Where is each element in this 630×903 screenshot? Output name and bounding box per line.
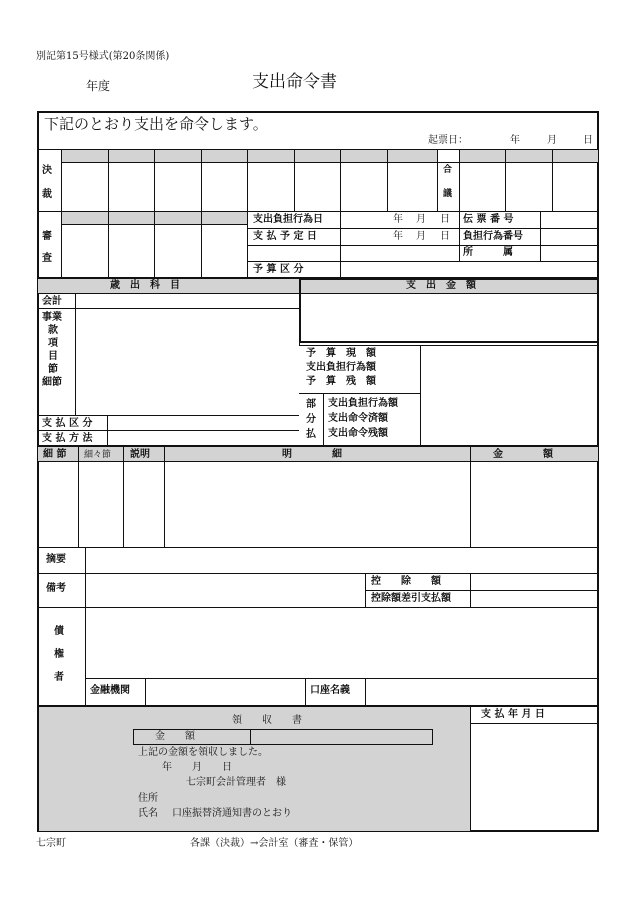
kan-label: 款	[48, 325, 58, 336]
command-statement: 下記のとおり支出を命令します。	[44, 115, 268, 133]
aigi-label-2: 議	[443, 189, 453, 199]
department-label: 所 属	[463, 247, 513, 258]
jigyo-label: 事業	[42, 312, 62, 323]
amount-box	[299, 278, 599, 343]
net-payment-label: 控除額差引支払額	[371, 593, 451, 604]
detail-col-setsumei: 説明	[130, 449, 150, 460]
creditor-label-3: 者	[54, 672, 64, 683]
commitment-number-label: 負担行為番号	[463, 231, 523, 242]
saisetsu-label: 細節	[42, 377, 62, 388]
detail-col-saisaisetsu: 細々節	[84, 450, 112, 460]
commitment-month: 月	[416, 214, 426, 225]
receipt-address-label: 住所	[138, 793, 158, 804]
bunpu-ordered-label: 支出命令済額	[328, 413, 388, 424]
draft-day: 日	[583, 135, 593, 146]
aigi-header-shade	[459, 150, 598, 162]
bunpu-side-1: 部	[306, 399, 316, 410]
tekiyo-label: 摘要	[46, 554, 66, 565]
planned-payment-date-label: 支 払 予 定 日	[253, 231, 317, 242]
account-name-label: 口座名義	[310, 685, 350, 696]
commitment-year: 年	[393, 214, 403, 225]
draft-month: 月	[547, 135, 557, 146]
draft-year: 年	[510, 135, 520, 146]
slip-number-label: 伝 票 番 号	[463, 214, 514, 225]
category-header: 歳 出 科 目	[110, 280, 180, 291]
receipt-received-text: 上記の金額を領収しました。	[138, 747, 268, 758]
fiscal-year-label: 年度	[86, 79, 111, 93]
footer-routing: 各課（決裁）→会計室（審査・保管）	[190, 838, 359, 849]
moku-label: 目	[48, 351, 58, 362]
budget-class-label: 予 算 区 分	[253, 264, 304, 275]
kessai-label-2: 裁	[42, 189, 52, 200]
amount-header: 支 出 金 額	[406, 280, 476, 291]
payment-year: 年	[393, 231, 403, 242]
kessai-label-1: 決	[42, 165, 52, 176]
commitment-date-label: 支出負担行為日	[253, 214, 323, 225]
receipt-title: 領 収 書	[232, 715, 302, 726]
receipt-name-note: 口座振替済通知書のとおり	[172, 808, 292, 819]
draft-date-label: 起票日：	[428, 135, 468, 146]
commitment-day: 日	[440, 214, 450, 225]
payment-month: 月	[416, 231, 426, 242]
kou-label: 項	[48, 338, 58, 349]
receipt-name-label: 氏名	[138, 808, 158, 819]
kaikei-label: 会計	[42, 296, 62, 307]
form-reference: 別記第15号様式(第20条関係)	[36, 51, 170, 62]
aigi-label-1: 合	[443, 165, 453, 175]
budget-current-label: 予 算 現 額	[306, 348, 376, 359]
bunpu-side-3: 払	[306, 429, 316, 440]
bunpu-committed-label: 支出負担行為額	[328, 398, 398, 409]
receipt-addressee: 七宗町会計管理者 様	[186, 777, 286, 788]
creditor-label-2: 権	[54, 649, 64, 660]
payment-date-label: 支 払 年 月 日	[481, 709, 545, 720]
page-title: 支出命令書	[252, 72, 337, 92]
deduction-label: 控 除 額	[371, 576, 441, 587]
detail-col-meisai: 明 細	[282, 449, 342, 460]
creditor-label-1: 債	[54, 626, 64, 637]
biko-label: 備考	[46, 583, 66, 594]
payment-method-label: 支 払 方 法	[42, 433, 93, 444]
detail-col-setsu: 細 節	[43, 449, 67, 460]
receipt-date: 年 月 日	[162, 762, 232, 773]
bunpu-order-remaining-label: 支出命令残額	[328, 428, 388, 439]
payment-class-label: 支 払 区 分	[42, 418, 93, 429]
receipt-amount-label: 金 額	[155, 731, 195, 742]
shinsa-label-2: 査	[42, 253, 52, 264]
detail-col-kingaku: 金 額	[493, 449, 553, 460]
setsu-label: 節	[48, 364, 58, 375]
budget-committed-label: 支出負担行為額	[306, 362, 376, 373]
budget-remaining-label: 予 算 残 額	[306, 376, 376, 387]
payment-day: 日	[440, 231, 450, 242]
footer-town: 七宗町	[36, 838, 66, 849]
bunpu-side-2: 分	[306, 414, 316, 425]
kessai-header-shade	[61, 150, 437, 162]
shinsa-label-1: 審	[42, 231, 52, 242]
bank-label: 金融機関	[90, 685, 130, 696]
